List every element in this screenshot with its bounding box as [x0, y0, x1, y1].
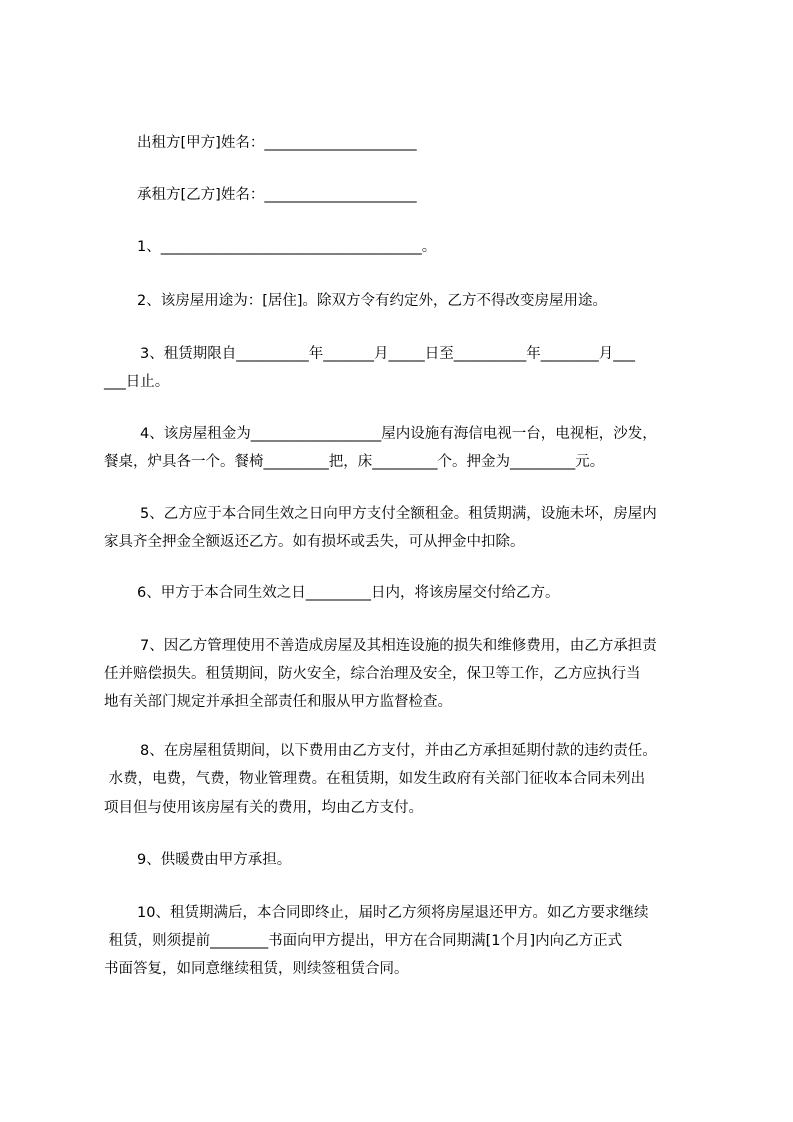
clause-5-line-1: 5、乙方应于本合同生效之日向甲方支付全额租金。租赁期满，设施未坏，房屋内 [140, 506, 657, 522]
clause-7-line-3: 地有关部门规定并承担全部责任和服从甲方监督检查。 [104, 694, 452, 710]
clause-9: 9、供暖费由甲方承担。 [137, 852, 292, 868]
clause-6: 6、甲方于本合同生效之日_________日内，将该房屋交付给乙方。 [137, 585, 560, 601]
clause-2: 2、该房屋用途为：[居住]。除双方令有约定外，乙方不得改变房屋用途。 [137, 293, 608, 309]
clause-7-line-2: 任并赔偿损失。租赁期间，防火安全，综合治理及安全，保卫等工作，乙方应执行当 [104, 666, 641, 682]
lessor-name-line: 出租方[甲方]姓名：_____________________ [137, 135, 417, 151]
clause-10-line-3: 书面答复，如同意继续租赁，则续签租赁合同。 [104, 961, 409, 977]
clause-4-line-1: 4、该房屋租金为__________________屋内设施有海信电视一台，电视柜，沙发， [140, 426, 657, 442]
clause-3-line-1: 3、租赁期限自__________年_______月_____日至__________年________月___ [140, 346, 635, 362]
lessee-name-line: 承租方[乙方]姓名：_____________________ [137, 187, 417, 203]
clause-10-line-2: 租赁，则须提前________书面向甲方提出，甲方在合同期满[1个月]内向乙方正式 [104, 933, 623, 949]
clause-1: 1、____________________________________。 [137, 239, 437, 255]
clause-7-line-1: 7、因乙方管理使用不善造成房屋及其相连设施的损失和维修费用，由乙方承担责 [140, 638, 657, 654]
clause-4-line-2: 餐桌，炉具各一个。餐椅_________把，床_________个。押金为_________元。 [104, 454, 605, 470]
clause-3-line-2: ___日止。 [104, 374, 170, 390]
clause-8-line-1: 8、在房屋租赁期间，以下费用由乙方支付，并由乙方承担延期付款的违约责任。 [140, 743, 657, 759]
clause-8-line-3: 项目但与使用该房屋有关的费用，均由乙方支付。 [104, 800, 423, 816]
clause-5-line-2: 家具齐全押金全额返还乙方。如有损坏或丢失，可从押金中扣除。 [104, 534, 525, 550]
clause-10-line-1: 10、租赁期满后，本合同即终止，届时乙方须将房屋退还甲方。如乙方要求继续 [137, 905, 649, 921]
clause-8-line-2: 水费，电费，气费，物业管理费。在租赁期，如发生政府有关部门征收本合同未列出 [104, 771, 646, 787]
